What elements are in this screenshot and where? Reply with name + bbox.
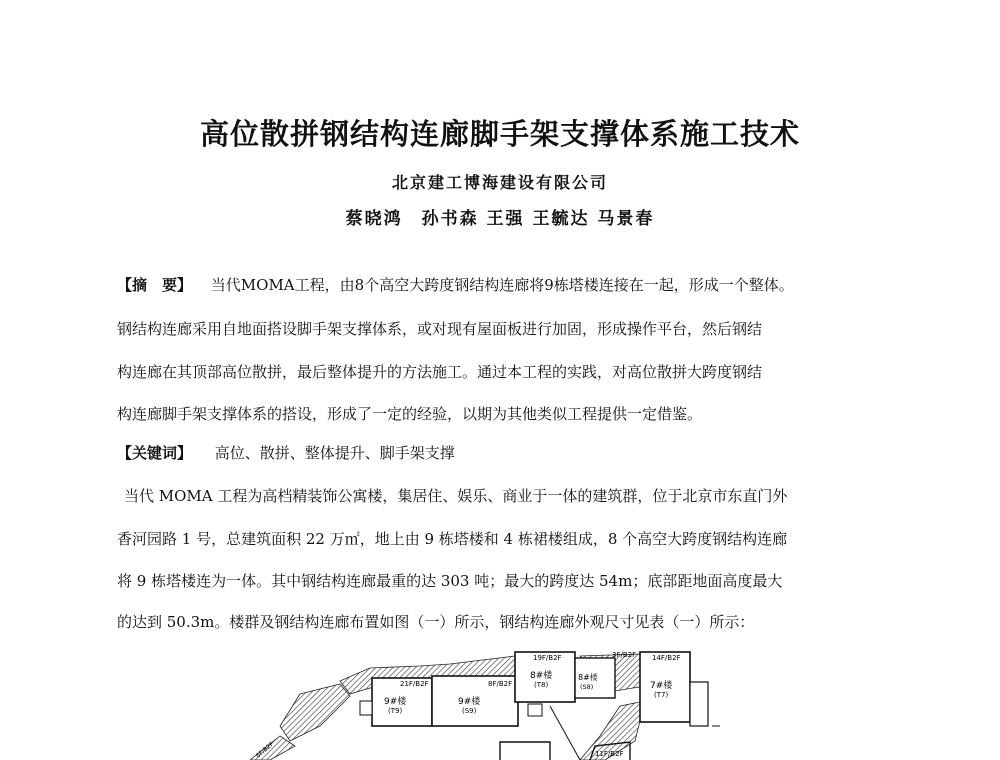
t8-label: 8#楼 [530, 671, 553, 681]
intro-line-4: 的达到 50.3m。楼群及钢结构连廊布置如图（一）所示，钢结构连廊外观尺寸见表（一）所示： [117, 613, 755, 631]
paper-title: 高位散拼钢结构连廊脚手架支撑体系施工技术 [199, 117, 800, 151]
building-t8-annex [528, 704, 542, 716]
intro-line-3: 将 9 栋塔楼连为一体。其中钢结构连廊最重的达 303 吨；最大的跨度达 54m；底部距地面高度最大 [117, 572, 783, 590]
keywords-label: 【关键词】 [117, 444, 193, 462]
s9-floors: 8F/B2F [488, 680, 513, 688]
s8-label: 8#楼 [578, 673, 598, 682]
abstract-line-4: 构连廊脚手架支撑体系的搭设，形成了一定的经验，以期为其他类似工程提供一定借鉴。 [117, 405, 703, 423]
building-t9-annex [360, 701, 372, 715]
t9-floors: 21F/B2F [400, 680, 429, 688]
organization: 北京建工博海建设有限公司 [391, 173, 608, 192]
s9-code: (S9) [462, 707, 477, 715]
t7-label: 7#楼 [650, 681, 673, 691]
keywords-line [117, 442, 897, 463]
s8-code: (S8) [580, 683, 594, 691]
keywords-text: 高位、散拼、整体提升、脚手架支撑 [214, 444, 455, 462]
building-t7-annex [690, 682, 708, 726]
corridor-left [280, 684, 350, 741]
left-code: 6F/B2F [254, 740, 276, 760]
abstract-text: 当代MOMA工程，由8个高空大跨度钢结构连廊将9栋塔楼连接在一起，形成一个整体。 [210, 276, 794, 294]
s8-floors: 3F/B2F [612, 651, 637, 659]
abstract-line-2: 钢结构连廊采用自地面搭设脚手架支撑体系，或对现有屋面板进行加固，形成操作平台，然后钢结 [117, 320, 763, 338]
t8-floors: 19F/B2F [533, 654, 562, 662]
t9-code: (T9) [388, 707, 403, 715]
corridor-link-line [550, 706, 580, 760]
intro-line-2: 香河园路 1 号，总建筑面积 22 万㎡，地上由 9 栋塔楼和 4 栋裙楼组成，8 个高空大跨度钢结构连廊 [117, 530, 788, 548]
bottom-floors: 11F/B2F [595, 750, 624, 758]
t8-code: (T8) [534, 681, 549, 689]
t7-code: (T7) [654, 691, 669, 699]
t9-label: 9#楼 [384, 697, 407, 707]
t7-floors: 14F/B2F [652, 654, 681, 662]
building-bottom-center [500, 742, 550, 760]
building-layout-figure [250, 646, 720, 760]
abstract-line-3: 构连廊在其顶部高位散拼，最后整体提升的方法施工。通过本工程的实践，对高位散拼大跨度钢结 [117, 363, 763, 381]
intro-line-1: 当代 MOMA 工程为高档精装饰公寓楼，集居住、娱乐、商业于一体的建筑群，位于北京市东直门外 [124, 487, 788, 505]
s9-label: 9#楼 [458, 697, 481, 707]
abstract-label: 【摘 要】 [117, 276, 193, 294]
authors: 蔡晓鸿 孙书森 王强 王毓达 马景春 [345, 209, 655, 229]
abstract-line-1 [117, 274, 897, 295]
